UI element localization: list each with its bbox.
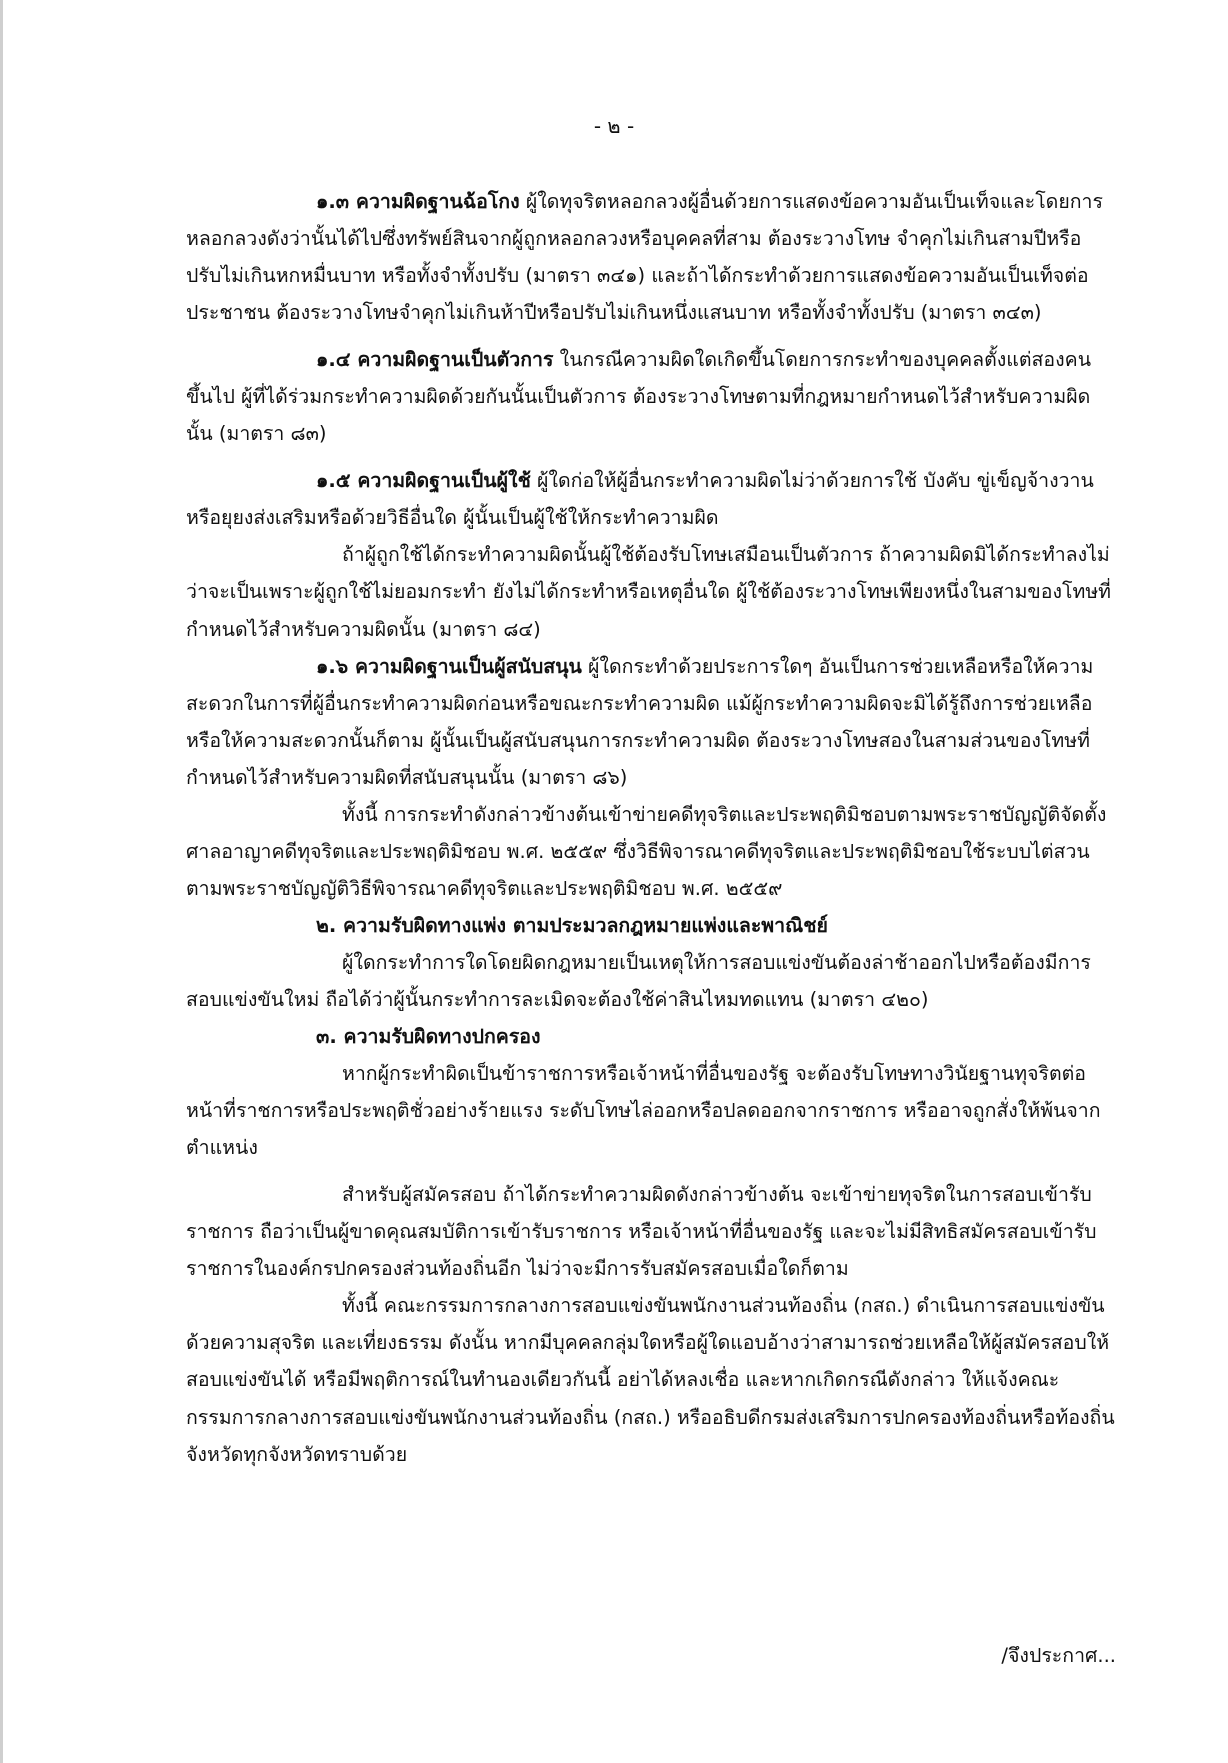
section-1-6 [186,648,1116,796]
page-number: - ๒ - [593,114,635,138]
section-3-paragraph-2: สำหรับผู้สมัครสอบ ถ้าได้กระทำความผิดดังกล่าวข้างต้น จะเข้าข่ายทุจริตในการสอบเข้ารับราชการ ถือว่าเป็นผู้ขาดคุณสมบัติการเข้ารับราชการ หรือเจ้าหน้าที่อื่นของรัฐ และจะไม่มีสิทธิสมัครสอบเข้ารับราชการในองค์กรปกครองส่วนท้องถิ่นอีก ไม่ว่าจะมีการรับสมัครสอบเมื่อใดก็ตาม [186,1183,1097,1281]
section-1-5-paragraph-2: ถ้าผู้ถูกใช้ได้กระทำความผิดนั้นผู้ใช้ต้องรับโทษเสมือนเป็นตัวการ ถ้าความผิดมิได้กระทำลงไม่ว่าจะเป็นเพราะผู้ถูกใช้ไม่ยอมกระทำ ยังไม่ได้กระทำหรือเหตุอื่นใด ผู้ใช้ต้องระวางโทษเพียงหนึ่งในสามของโทษที่กำหนดไว้สำหรับความผิดนั้น (มาตรา ๘๔) [186,543,1112,641]
section-3-heading: ๓. ความรับผิดทางปกครอง [316,1025,541,1049]
section-1-6-heading: ๑.๖ ความผิดฐานเป็นผู้สนับสนุน [316,654,582,678]
section-2-heading: ๒. ความรับผิดทางแพ่ง ตามประมวลกฎหมายแพ่งและพาณิชย์ [316,913,828,937]
section-1-4-heading: ๑.๔ ความผิดฐานเป็นตัวการ [316,348,554,372]
section-1-3-text: ผู้ใดทุจริตหลอกลวงผู้อื่นด้วยการแสดงข้อความอันเป็นเท็จและโดยการหลอกลวงดังว่านั้นได้ไปซึ่งทรัพย์สินจากผู้ถูกหลอกลวงหรือบุคคลที่สาม ต้องระวางโทษ จำคุกไม่เกินสามปีหรือปรับไม่เกินหกหมื่นบาท หรือทั้งจำทั้งปรับ (มาตรา ๓๔๑) และถ้าได้กระทำด้วยการแสดงข้อความอันเป็นเท็จต่อประชาชน ต้องระวางโทษจำคุกไม่เกินห้าปีหรือปรับไม่เกินหนึ่งแสนบาท หรือทั้งจำทั้งปรับ (มาตรา ๓๔๓) [186,190,1103,325]
section-1-5-text: ผู้ใดก่อให้ผู้อื่นกระทำความผิดไม่ว่าด้วยการใช้ บังคับ ขู่เข็ญจ้างวานหรือยุยงส่งเสริมหรือด้วยวิธีอื่นใด ผู้นั้นเป็นผู้ใช้ให้กระทำความผิด [186,469,1094,530]
section-1-5-heading: ๑.๕ ความผิดฐานเป็นผู้ใช้ [316,469,531,493]
scan-edge [0,0,3,1763]
section-1-6-text: ผู้ใดกระทำด้วยประการใดๆ อันเป็นการช่วยเหลือหรือให้ความสะดวกในการที่ผู้อื่นกระทำความผิดก่อนหรือขณะกระทำความผิด แม้ผู้กระทำความผิดจะมิได้รู้ถึงการช่วยเหลือหรือให้ความสะดวกนั้นก็ตาม ผู้นั้นเป็นผู้สนับสนุนการกระทำความผิด ต้องระวางโทษสองในสามส่วนของโทษที่กำหนดไว้สำหรับความผิดที่สนับสนุนนั้น (มาตรา ๘๖) [186,654,1094,789]
continuation-note: /จึงประกาศ... [1001,1644,1116,1667]
section-1-4 [186,341,1116,452]
document-body [186,183,1116,1473]
section-3-paragraph-1: หากผู้กระทำผิดเป็นข้าราชการหรือเจ้าหน้าที่อื่นของรัฐ จะต้องรับโทษทางวินัยฐานทุจริตต่อหน้าที่ราชการหรือประพฤติชั่วอย่างร้ายแรง ระดับโทษไล่ออกหรือปลดออกจากราชการ หรืออาจถูกสั่งให้พ้นจากตำแหน่ง [186,1062,1101,1160]
section-1-6-paragraph-2: ทั้งนี้ การกระทำดังกล่าวข้างต้นเข้าข่ายคดีทุจริตและประพฤติมิชอบตามพระราชบัญญัติจัดตั้งศาลอาญาคดีทุจริตและประพฤติมิชอบ พ.ศ. ๒๕๕๙ ซึ่งวิธีพิจารณาคดีทุจริตและประพฤติมิชอบใช้ระบบไต่สวนตามพระราชบัญญัติวิธีพิจารณาคดีทุจริตและประพฤติมิชอบ พ.ศ. ๒๕๕๙ [186,802,1107,900]
section-1-5 [186,462,1116,536]
section-2-text: ผู้ใดกระทำการใดโดยผิดกฎหมายเป็นเหตุให้การสอบแข่งขันต้องล่าช้าออกไปหรือต้องมีการสอบแข่งขันใหม่ ถือได้ว่าผู้นั้นกระทำการละเมิดจะต้องใช้ค่าสินไหมทดแทน (มาตรา ๔๒๐) [186,950,1091,1011]
section-1-3 [186,183,1116,331]
section-1-3-heading: ๑.๓ ความผิดฐานฉ้อโกง [316,190,520,213]
section-1-4-text: ในกรณีความผิดใดเกิดขึ้นโดยการกระทำของบุคคลตั้งแต่สองคนขึ้นไป ผู้ที่ได้ร่วมกระทำความผิดด้วยกันนั้นเป็นตัวการ ต้องระวางโทษตามที่กฎหมายกำหนดไว้สำหรับความผิดนั้น (มาตรา ๘๓) [186,348,1092,446]
section-3-paragraph-3: ทั้งนี้ คณะกรรมการกลางการสอบแข่งขันพนักงานส่วนท้องถิ่น (กสถ.) ดำเนินการสอบแข่งขัน ด้วยความสุจริต และเที่ยงธรรม ดังนั้น หากมีบุคคลกลุ่มใดหรือผู้ใดแอบอ้างว่าสามารถช่วยเหลือให้ผู้สมัครสอบให้สอบแข่งขันได้ หรือมีพฤติการณ์ในทำนองเดียวกันนี้ อย่าได้หลงเชื่อ และหากเกิดกรณีดังกล่าว ให้แจ้งคณะกรรมการกลางการสอบแข่งขันพนักงานส่วนท้องถิ่น (กสถ.) หรืออธิบดีกรมส่งเสริมการปกครองท้องถิ่นหรือท้องถิ่นจังหวัดทุกจังหวัดทราบด้วย [186,1294,1115,1466]
